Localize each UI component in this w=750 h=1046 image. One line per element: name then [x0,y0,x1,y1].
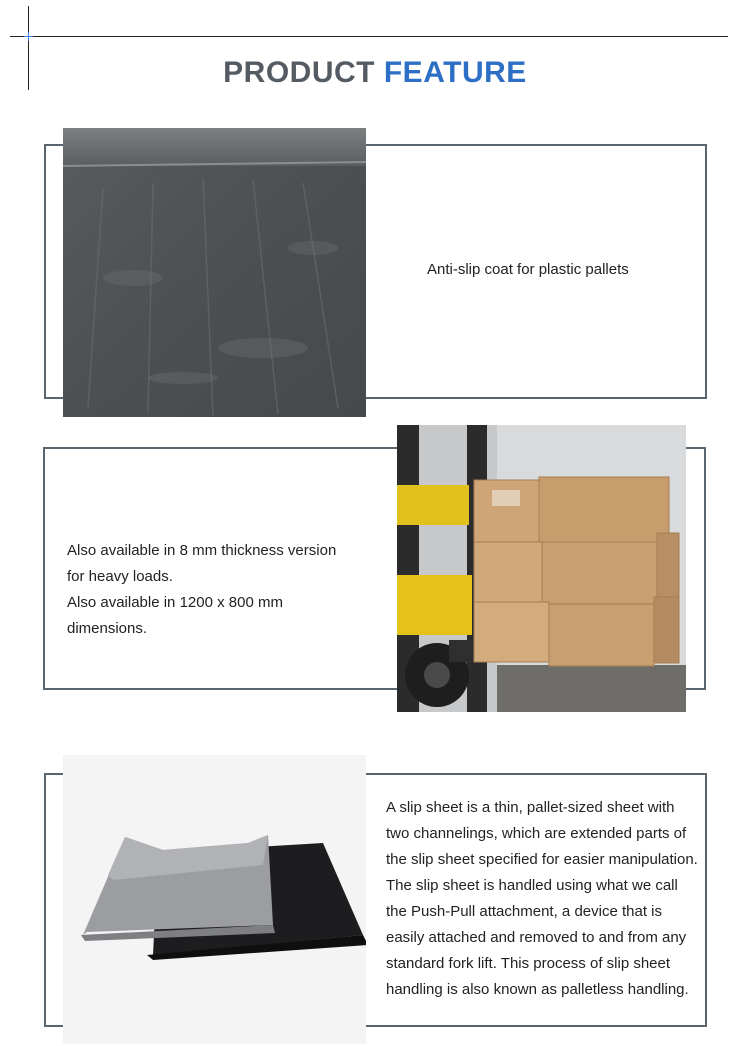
feature-3-line-4: The slip sheet is handled using what we call [386,877,678,894]
feature-3-line-3: the slip sheet specified for easier manipulation. [386,851,698,868]
feature-2-line-3: Also available in 1200 x 800 mm [67,594,283,611]
feature-3-text [386,795,698,1003]
crosshair-marker [24,32,33,41]
feature-3-line-8: handling is also known as palletless handling. [386,981,689,998]
feature-2-line-1: Also available in 8 mm thickness version [67,542,337,559]
feature-2-text [67,538,336,642]
feature-3-photo [63,755,366,1044]
title-feature: FEATURE [383,56,527,89]
page-title [0,56,750,90]
feature-3-line-7: standard fork lift. This process of slip sheet [386,955,671,972]
feature-1-text: Anti-slip coat for plastic pallets [427,261,629,278]
header-rule [10,36,728,37]
feature-2-line-2: for heavy loads. [67,568,173,585]
feature-1-photo [63,128,366,417]
feature-3-line-1: A slip sheet is a thin, pallet-sized sheet with [386,799,675,816]
feature-3-line-2: two channelings, which are extended parts of [386,825,687,842]
feature-2-photo [397,425,686,712]
feature-3-line-6: easily attached and removed to and from any [386,929,687,946]
feature-3-line-5: the Push-Pull attachment, a device that is [386,903,662,920]
title-product: PRODUCT [223,56,376,89]
feature-2-line-4: dimensions. [67,620,148,637]
